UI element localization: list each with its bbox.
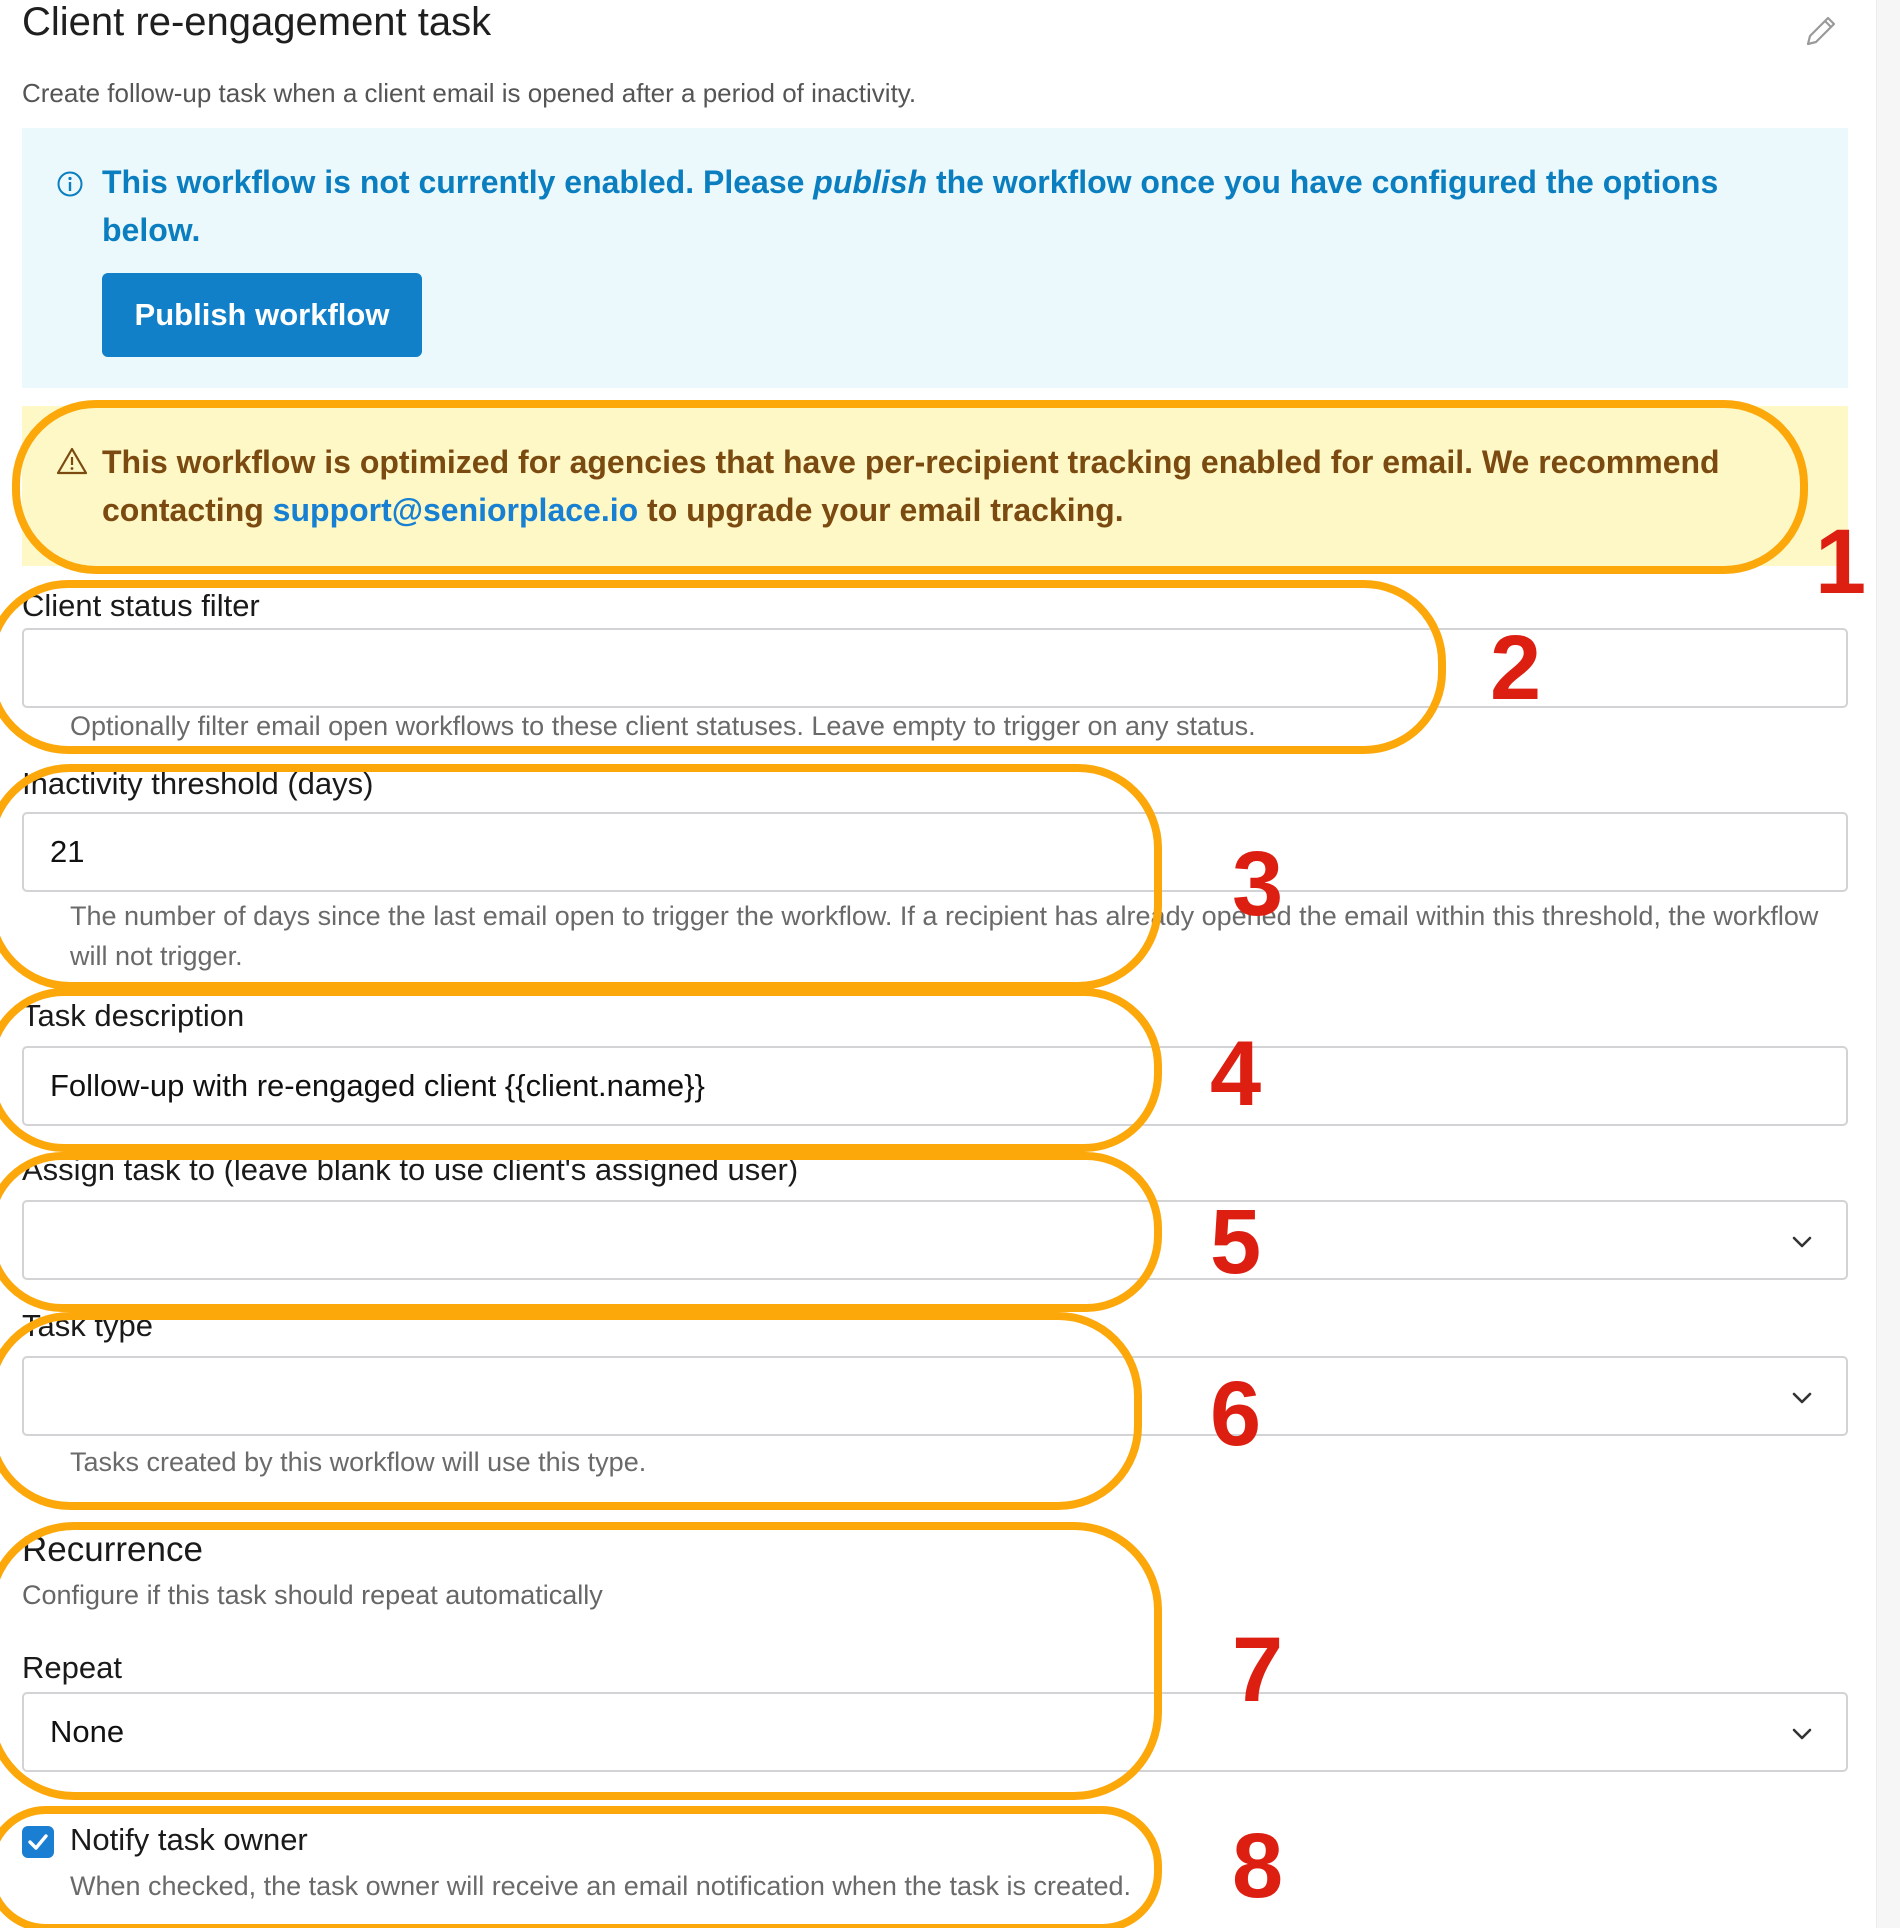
assign-task-select[interactable] [22,1200,1848,1280]
pencil-icon[interactable] [1800,12,1840,52]
task-type-help: Tasks created by this workflow will use this type. [70,1447,647,1477]
inactivity-help: The number of days since the last email open to trigger the workflow. If a recipient has already opened the email within this threshold, the workflow will not trigger. [70,901,1819,971]
page-title: Client re-engagement task [22,0,492,44]
info-banner-text [102,158,1812,254]
info-text-end: the workflow once you have configured the options below. [102,164,1719,248]
recurrence-subtitle: Configure if this task should repeat automatically [22,1580,603,1610]
chevron-down-icon [1788,1228,1816,1256]
chevron-down-icon [1788,1384,1816,1412]
task-description-label: Task description [22,998,245,1033]
scrollbar-track[interactable] [1876,0,1900,1928]
annotation-number-3: 3 [1232,833,1284,935]
checkmark-icon [22,1826,54,1858]
info-text-emphasis: publish [813,164,928,200]
annotation-number-7: 7 [1232,1619,1284,1721]
client-status-label: Client status filter [22,588,260,623]
repeat-value: None [50,1714,125,1749]
task-description-input[interactable]: Follow-up with re-engaged client {{client.name}} [22,1046,1848,1126]
warning-banner [22,406,1848,566]
support-email-link[interactable]: support@seniorplace.io [272,492,639,528]
recurrence-title: Recurrence [22,1530,203,1569]
info-banner [22,128,1848,388]
chevron-down-icon [1788,1720,1816,1748]
assign-task-label: Assign task to (leave blank to use client's assigned user) [22,1152,799,1187]
warning-text-end: to upgrade your email tracking. [638,492,1124,528]
annotation-number-5: 5 [1210,1191,1262,1293]
info-text-start: This workflow is not currently enabled. Please [102,164,814,200]
repeat-label: Repeat [22,1650,122,1685]
inactivity-label: Inactivity threshold (days) [22,766,374,801]
task-type-label: Task type [22,1308,153,1343]
warning-text-start: This workflow is optimized for agencies that have per-recipient tracking enabled for email. We recommend contacting [102,444,1720,528]
annotation-number-2: 2 [1490,617,1542,719]
annotation-number-4: 4 [1210,1023,1262,1125]
publish-workflow-button[interactable]: Publish workflow [102,273,422,357]
warning-banner-text [102,438,1822,534]
annotation-number-6: 6 [1210,1363,1262,1465]
inactivity-input[interactable]: 21 [22,812,1848,892]
notify-label: Notify task owner [70,1822,308,1857]
info-circle-icon [56,170,84,198]
repeat-select[interactable] [22,1692,1848,1772]
warning-triangle-icon [56,446,88,476]
client-status-help: Optionally filter email open workflows to these client statuses. Leave empty to trigger on any status. [70,711,1256,741]
notify-help: When checked, the task owner will receive an email notification when the task is created. [70,1871,1132,1901]
annotation-number-8: 8 [1232,1815,1284,1917]
annotation-number-1: 1 [1815,511,1867,613]
notify-checkbox[interactable] [22,1826,54,1858]
client-status-input[interactable] [22,628,1848,708]
task-type-select[interactable] [22,1356,1848,1436]
page-subtitle: Create follow-up task when a client email is opened after a period of inactivity. [22,78,917,108]
